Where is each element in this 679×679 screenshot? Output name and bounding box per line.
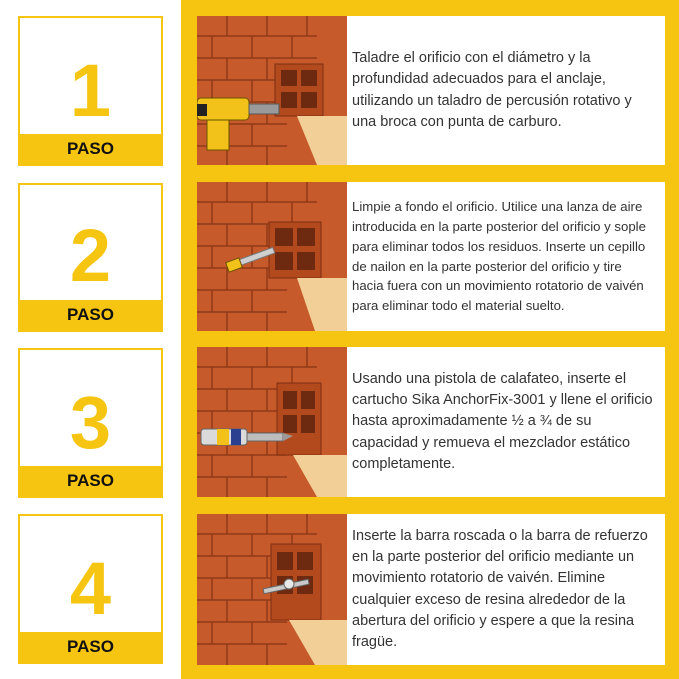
step-description: Inserte la barra roscada o la barra de refuerzo en la parte posterior del orificio mediante un movimiento rotatorio de vaivén. Elimine cualquier exceso de resina alrededor de la abertura del orificio y espere a que la resina fragüe. [352,528,648,650]
step-card [197,182,665,331]
step-card [197,16,665,165]
step-1-badge [18,16,163,166]
cleaning-illustration-icon [197,182,347,331]
step-number: 1 [69,49,112,132]
step-label: PASO [20,466,161,496]
step-label: PASO [20,632,161,662]
step-4-badge [18,514,163,664]
step-3-badge [18,348,163,498]
step-number: 2 [69,214,112,297]
step-card [197,514,665,665]
step-description: Taladre el orificio con el diámetro y la profundidad adecuados para el anclaje, utilizando un taladro de percusión rotativo y una broca con punta de carburo. [352,50,632,130]
drill-illustration-icon [197,16,347,165]
step-description: Limpie a fondo el orificio. Utilice una lanza de aire introducida en la parte posterior del orificio y sople para eliminar todos los residuos. Inserte un cepillo de nailon en la parte posterior del orificio y tire hacia fuera con un movimiento rotatorio de vaivén para eliminar todo el material suelto. [352,199,646,314]
step-2-badge [18,183,163,332]
step-label: PASO [20,134,161,164]
step-description: Usando una pistola de calafateo, inserte el cartucho Sika AnchorFix-3001 y llene el orificio hasta aproximadamente ½ a ¾ de su capacidad y remueva el mezclador estático completamente. [352,371,653,472]
rod-illustration-icon [197,514,347,665]
step-card [197,347,665,497]
step-label: PASO [20,300,161,330]
cartridge-illustration-icon [197,347,347,497]
step-number: 4 [69,547,112,630]
step-number: 3 [69,381,112,464]
